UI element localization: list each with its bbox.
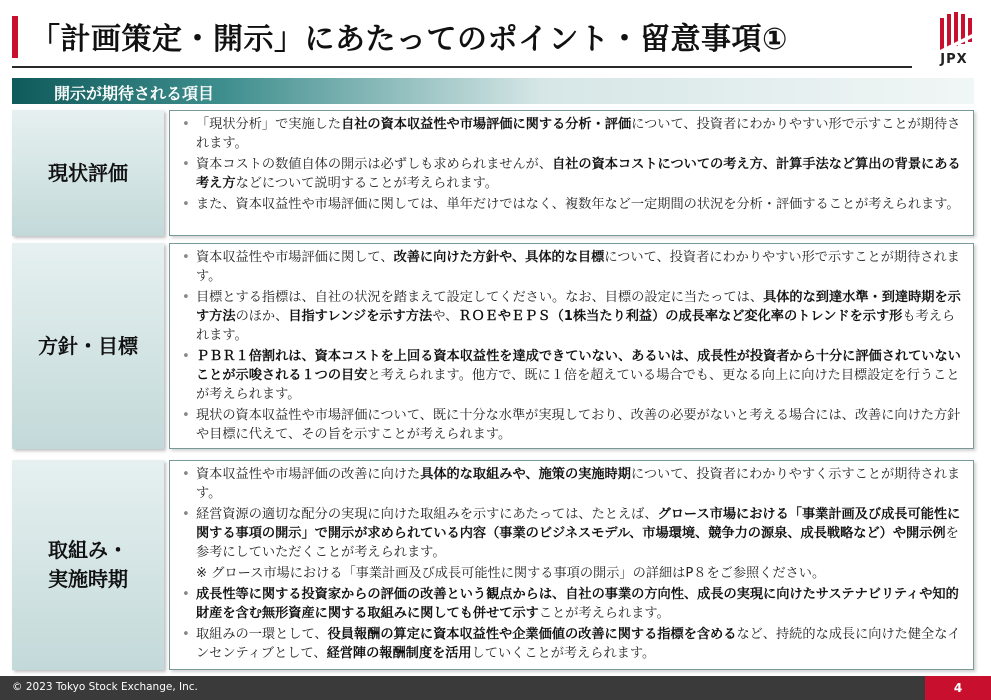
title-divider (12, 66, 912, 68)
bullet-emphasis: ＲＯＥやＥＰＳ（1株当たり利益）の成長率など変化率のトレンドを示す形 (458, 309, 903, 324)
bullet-item (196, 465, 965, 503)
bullet-emphasis: 役員報酬の算定に資本収益性や企業価値の改善に関する指標を含める (327, 627, 737, 642)
section-current-evaluation (12, 110, 974, 236)
bullet-text: などについて説明することが考えられます。 (235, 176, 498, 191)
section-policy-target (12, 243, 974, 449)
bullet-item (196, 625, 965, 663)
bullet-item (196, 115, 965, 153)
footer (0, 676, 991, 700)
bullet-emphasis: 改善に向けた方針や、具体的な目標 (393, 250, 605, 265)
bullet-text: や、 (432, 309, 459, 324)
section-banner (12, 78, 974, 104)
jpx-logo-mark-icon (930, 10, 978, 52)
bullet-text: について、投資者にわかりやすい形で示すことが期待されます。 (196, 117, 961, 151)
bullet-item (196, 505, 965, 562)
bullet-text: について、投資者にわかりやすく示すことが期待されます。 (196, 467, 961, 501)
bullet-emphasis: 具体的な到達水準・到達時期を示す方法 (196, 290, 961, 324)
bullet-emphasis: 具体的な取組みや、施策の実施時期 (420, 467, 631, 482)
page-title: 「計画策定・開示」にあたってのポイント・留意事項① (30, 22, 788, 57)
bullet-text: など、持続的な成長に向けた健全なインセンティブとして、 (196, 627, 961, 661)
bullet-text: 資本コストの数値自体の開示は必ずしも求められませんが、 (196, 157, 553, 172)
bullet-text: のほか、 (235, 309, 289, 324)
jpx-logo (930, 10, 978, 68)
title-accent-bar (12, 16, 18, 58)
section-initiatives-timing (12, 460, 974, 670)
bullet-item (196, 288, 965, 345)
logo-text: JPX (940, 52, 968, 67)
copyright-text: © 2023 Tokyo Stock Exchange, Inc. (12, 681, 198, 693)
section-label: 方針・目標 (12, 243, 164, 449)
bullet-text: 取組みの一環として、 (196, 627, 328, 642)
bullet-item (196, 155, 965, 193)
banner-label: 開示が期待される項目 (54, 84, 215, 103)
bullet-emphasis: 自社の資本コストについての考え方、計算手法など算出の背景にある考え方 (196, 157, 961, 191)
bullet-text: ことが考えられます。 (538, 606, 670, 621)
section-content (169, 243, 974, 449)
bullet-item (196, 347, 965, 404)
bullet-text: について、投資者にわかりやすい形で示すことが期待されます。 (196, 250, 960, 284)
section-content (169, 110, 974, 236)
bullet-text: 目標とする指標は、自社の状況を踏まえて設定してください。なお、目標の設定に当たっては、 (196, 290, 764, 305)
bullet-item (196, 585, 965, 623)
bullet-text: も考えられます。 (196, 309, 956, 343)
bullet-item (196, 248, 965, 286)
bullet-text: 資本収益性や市場評価に関して、 (196, 250, 394, 265)
bullet-text: 経営資源の適切な配分の実現に向けた取組みを示すにあたっては、たとえば、 (196, 507, 658, 522)
bullet-emphasis: グロース市場における「事業計画及び成長可能性に関する事項の開示」で開示が求められている内容（事業のビジネスモデル、市場環境、競争力の源泉、成長戦略など）や開示例 (196, 507, 961, 541)
section-label: 取組み・ 実施時期 (12, 460, 164, 670)
bullet-item (196, 195, 965, 214)
bullet-emphasis: 成長性等に関する投資家からの評価の改善という観点からは、自社の事業の方向性、成長の実現に向けたサステナビリティや知的財産を含む無形資産に関する取組みに関しても併せて示す (196, 587, 959, 621)
bullet-text: を参考にしていただくことが考えられます。 (196, 526, 959, 560)
bullet-item (196, 406, 965, 444)
section-label: 現状評価 (12, 110, 164, 236)
page-number: 4 (925, 676, 991, 700)
bullet-text: 「現状分析」で実施した (196, 117, 342, 132)
bullet-text: ※ グロース市場における「事業計画及び成長可能性に関する事項の開示」の詳細はP８をご参照ください。 (196, 566, 826, 581)
bullet-text: 資本収益性や市場評価の改善に向けた (196, 467, 421, 482)
bullet-emphasis: ＰＢＲ１倍割れは、資本コストを上回る資本収益性を達成できていない、あるいは、成長性が投資者から十分に評価されていないことが示唆される１つの目安 (196, 349, 961, 383)
section-content (169, 460, 974, 670)
bullet-emphasis: 目指すレンジを示す方法 (288, 309, 433, 324)
bullet-text: していくことが考えられます。 (471, 646, 656, 661)
bullet-text: と考えられます。他方で、既に１倍を超えている場合でも、更なる向上に向けた目標設定を行うことが考えられます。 (196, 368, 960, 402)
bullet-emphasis: 自社の資本収益性や市場評価に関する分析・評価 (341, 117, 632, 132)
bullet-item (196, 564, 965, 583)
bullet-text: 現状の資本収益性や市場評価について、既に十分な水準が実現しており、改善の必要がないと考える場合には、改善に向けた方針や目標に代えて、その旨を示すことが考えられます。 (196, 408, 961, 442)
bullet-text: また、資本収益性や市場評価に関しては、単年だけではなく、複数年など一定期間の状況を分析・評価することが考えられます。 (196, 197, 960, 212)
bullet-emphasis: 経営陣の報酬制度を活用 (326, 646, 472, 661)
